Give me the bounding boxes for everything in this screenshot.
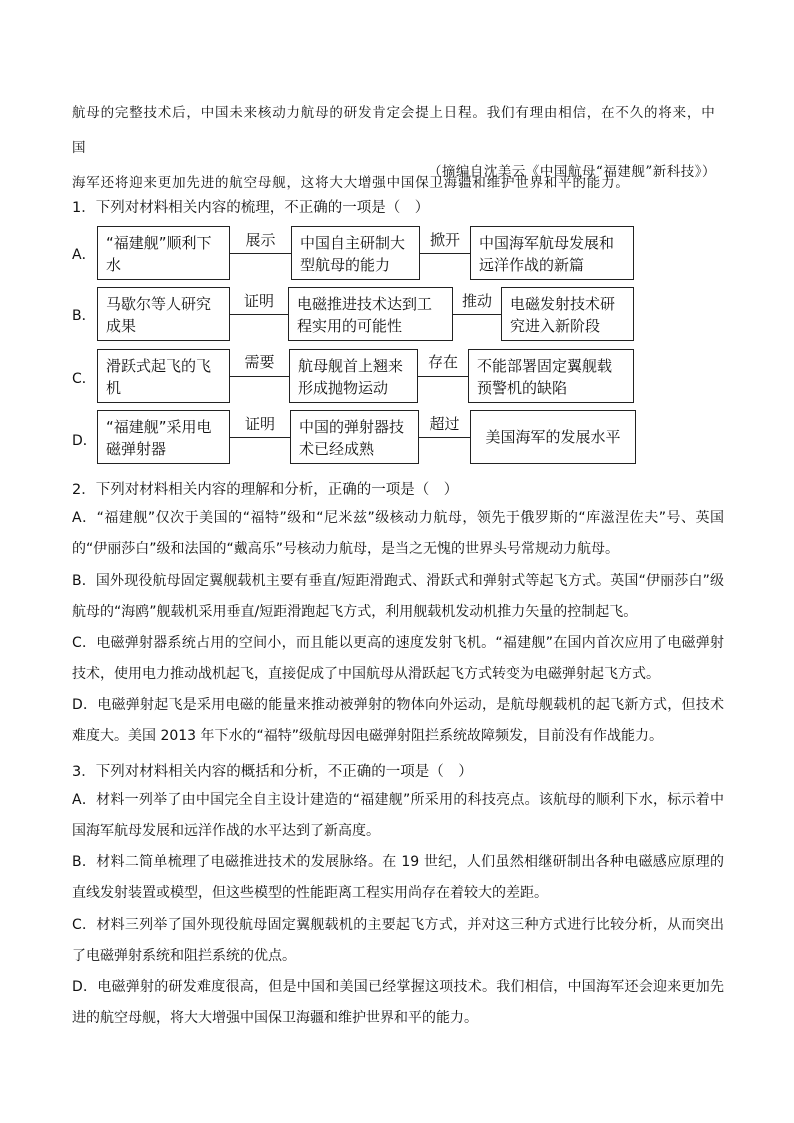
option-c-link-1: 需要 [244,353,275,371]
intro-line-1: 航母的完整技术后，中国未来核动力航母的研发肯定会提上日程。我们有理由相信，在不久的将来，中国 [72,105,716,156]
question-2-title: 2．下列对材料相关内容的理解和分析，正确的一项是（ ） [72,482,459,498]
question-3-option-d: D．电磁弹射的研发难度很高，但是中国和美国已经掌握这项技术。我们相信，中国海军还会迎来更加先进的航空母舰，将大大增强中国保卫海疆和维护世界和平的能力。 [72,979,724,1026]
option-c-connector-2 [418,376,468,377]
option-b-connector-2 [453,314,501,315]
option-b-connector-1 [230,314,288,315]
question-3-option-c: C．材料三列举了国外现役航母固定翼舰载机的主要起飞方式，并对这三种方式进行比较分析，从而突出了电磁弹射系统和阻拦系统的优点。 [72,917,724,964]
question-1-title: 1．下列对材料相关内容的梳理，不正确的一项是（ ） [72,200,430,216]
option-a-connector-2 [420,253,470,254]
question-3-title: 3．下列对材料相关内容的概括和分析，不正确的一项是（ ） [72,764,473,780]
option-a-link-1: 展示 [245,231,276,249]
option-d-box-2: 中国的弹射器技术已经成熟 [290,410,419,464]
option-d-connector-2 [419,437,470,438]
option-b-link-1: 证明 [243,292,274,310]
question-3-option-b: B．材料二简单梳理了电磁推进技术的发展脉络。在 19 世纪，人们虽然相继研制出各种电磁感应原理的直线发射装置或模型，但这些模型的性能距离工程实用尚存在着较大的差距。 [72,854,724,901]
option-b-letter: B． [72,308,96,324]
option-d-letter: D． [72,433,97,449]
option-d-box-3: 美国海军的发展水平 [470,410,636,464]
intro-line-2: 海军还将迎来更加先进的航空母舰，这将大大增强中国保卫海疆和维护世界和平的能力。 [72,175,630,191]
option-c-letter: C． [72,371,96,387]
option-b-box-2: 电磁推进技术达到工程实用的可能性 [288,287,453,341]
option-c-link-2: 存在 [427,353,458,371]
question-2-option-d: D．电磁弹射起飞是采用电磁的能量来推动被弹射的物体向外运动，是航母舰载机的起飞新方式，但技术难度大。美国 2013 年下水的“福特”级航母因电磁弹射阻拦系统故障频发，目前没有作战能力。 [72,697,724,744]
intro-paragraph [72,96,722,201]
option-c-box-3: 不能部署固定翼舰载预警机的缺陷 [468,349,634,403]
option-d-link-2: 超过 [429,415,460,433]
option-d-link-1: 证明 [244,415,275,433]
option-b-box-3: 电磁发射技术研究进入新阶段 [501,287,634,341]
option-c-box-1: 滑跃式起飞的飞机 [97,349,230,403]
question-2-option-c: C．电磁弹射器系统占用的空间小，而且能以更高的速度发射飞机。“福建舰”在国内首次应用了电磁弹射技术，使用电力推动战机起飞，直接促成了中国航母从滑跃起飞方式转变为电磁弹射起飞方式。 [72,635,724,682]
option-c-connector-1 [230,376,289,377]
option-c-box-2: 航母舰首上翘来形成抛物运动 [289,349,418,403]
option-a-box-2: 中国自主研制大型航母的能力 [291,226,420,280]
option-a-letter: A． [72,247,96,263]
option-d-box-1: “福建舰”采用电磁弹射器 [97,410,230,464]
option-b-box-1: 马歇尔等人研究成果 [97,287,230,341]
option-a-box-1: “福建舰”顺利下水 [97,226,230,280]
option-a-box-3: 中国海军航母发展和远洋作战的新篇 [470,226,634,280]
question-2-option-b: B．国外现役航母固定翼舰载机主要有垂直/短距滑跑式、滑跃式和弹射式等起飞方式。英国“伊丽莎白”级航母的“海鸥”舰载机采用垂直/短距滑跑起飞方式，利用舰载机发动机推力矢量的控制起飞。 [72,573,724,620]
option-a-connector-1 [230,253,291,254]
question-2-option-a: A．“福建舰”仅次于美国的“福特”级和“尼米兹”级核动力航母，领先于俄罗斯的“库滋涅佐夫”号、英国的“伊丽莎白”级和法国的“戴高乐”号核动力航母，是当之无愧的世界头号常规动力航母。 [72,510,724,557]
option-a-link-2: 掀开 [429,231,460,249]
option-b-link-2: 推动 [461,292,492,310]
option-d-connector-1 [230,437,290,438]
question-3-option-a: A．材料一列举了由中国完全自主设计建造的“福建舰”所采用的科技亮点。该航母的顺利下水，标示着中国海军航母发展和远洋作战的水平达到了新高度。 [72,792,724,839]
source-citation: （摘编自沈美云《中国航母“福建舰”新科技》） [427,164,716,180]
